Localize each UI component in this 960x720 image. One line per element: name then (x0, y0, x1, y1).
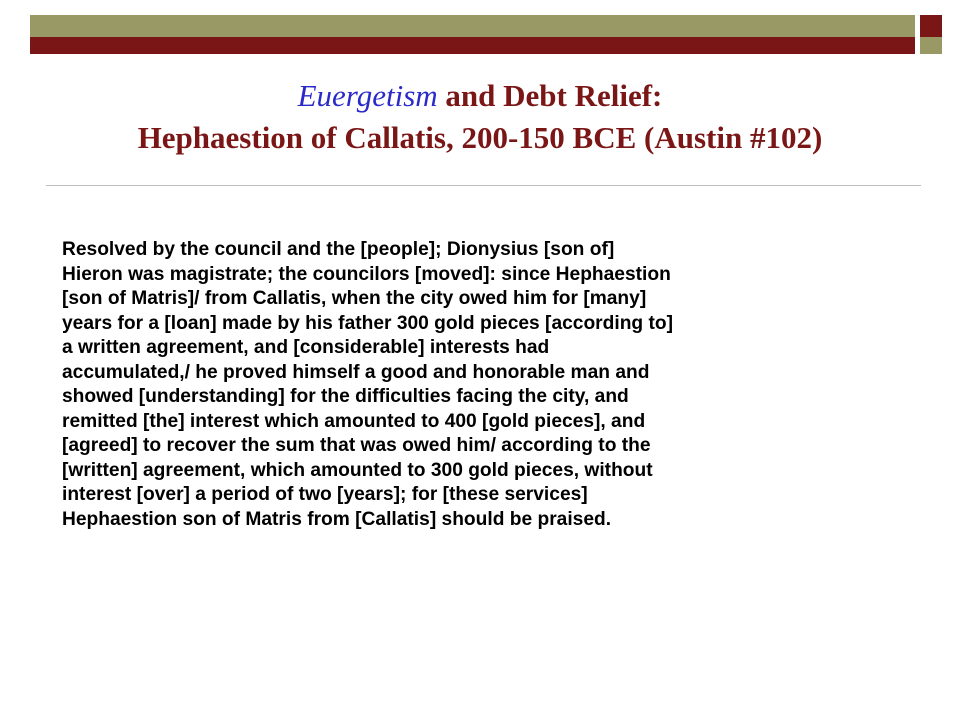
text-line: showed [understanding] for the difficulties facing the city, and (62, 386, 629, 407)
title-line2: Hephaestion of Callatis, 200-150 BCE (Austin #102) (137, 120, 823, 155)
text-line: Resolved by the council and the [people]; Dionysius [son of] (62, 239, 615, 260)
slide-title (0, 75, 960, 159)
text-line: [written] agreement, which amounted to 300 gold pieces, without (62, 459, 653, 481)
text-line: Hephaestion son of Matris from [Callatis] should be praised. (62, 508, 612, 530)
text-line: accumulated,/ he proved himself a good and honorable man and (62, 361, 650, 383)
text-line: Hieron was magistrate; the councilors [moved]: since Hephaestion (62, 263, 671, 285)
inscription-text (62, 238, 922, 532)
title-line1-rest: and Debt Relief: (437, 78, 663, 113)
text-line: a written agreement, and [considerable] interests had (62, 337, 550, 358)
text-line: [son of Matris]/ from Callatis, when the city owed him for [many] (62, 288, 647, 309)
text-line: [agreed] to recover the sum that was owed him/ according to the (62, 435, 651, 456)
header-olive-bar (30, 15, 915, 37)
title-divider (46, 185, 921, 186)
title-emphasis: Euergetism (297, 78, 438, 113)
header-corner-red-square (920, 15, 942, 37)
text-line: interest [over] a period of two [years]; for [these services] (62, 484, 588, 505)
text-line: remitted [the] interest which amounted to 400 [gold pieces], and (62, 410, 646, 432)
header-red-bar (30, 37, 915, 54)
text-line: years for a [loan] made by his father 300 gold pieces [according to] (62, 312, 673, 334)
header-corner-olive-square (920, 37, 942, 54)
